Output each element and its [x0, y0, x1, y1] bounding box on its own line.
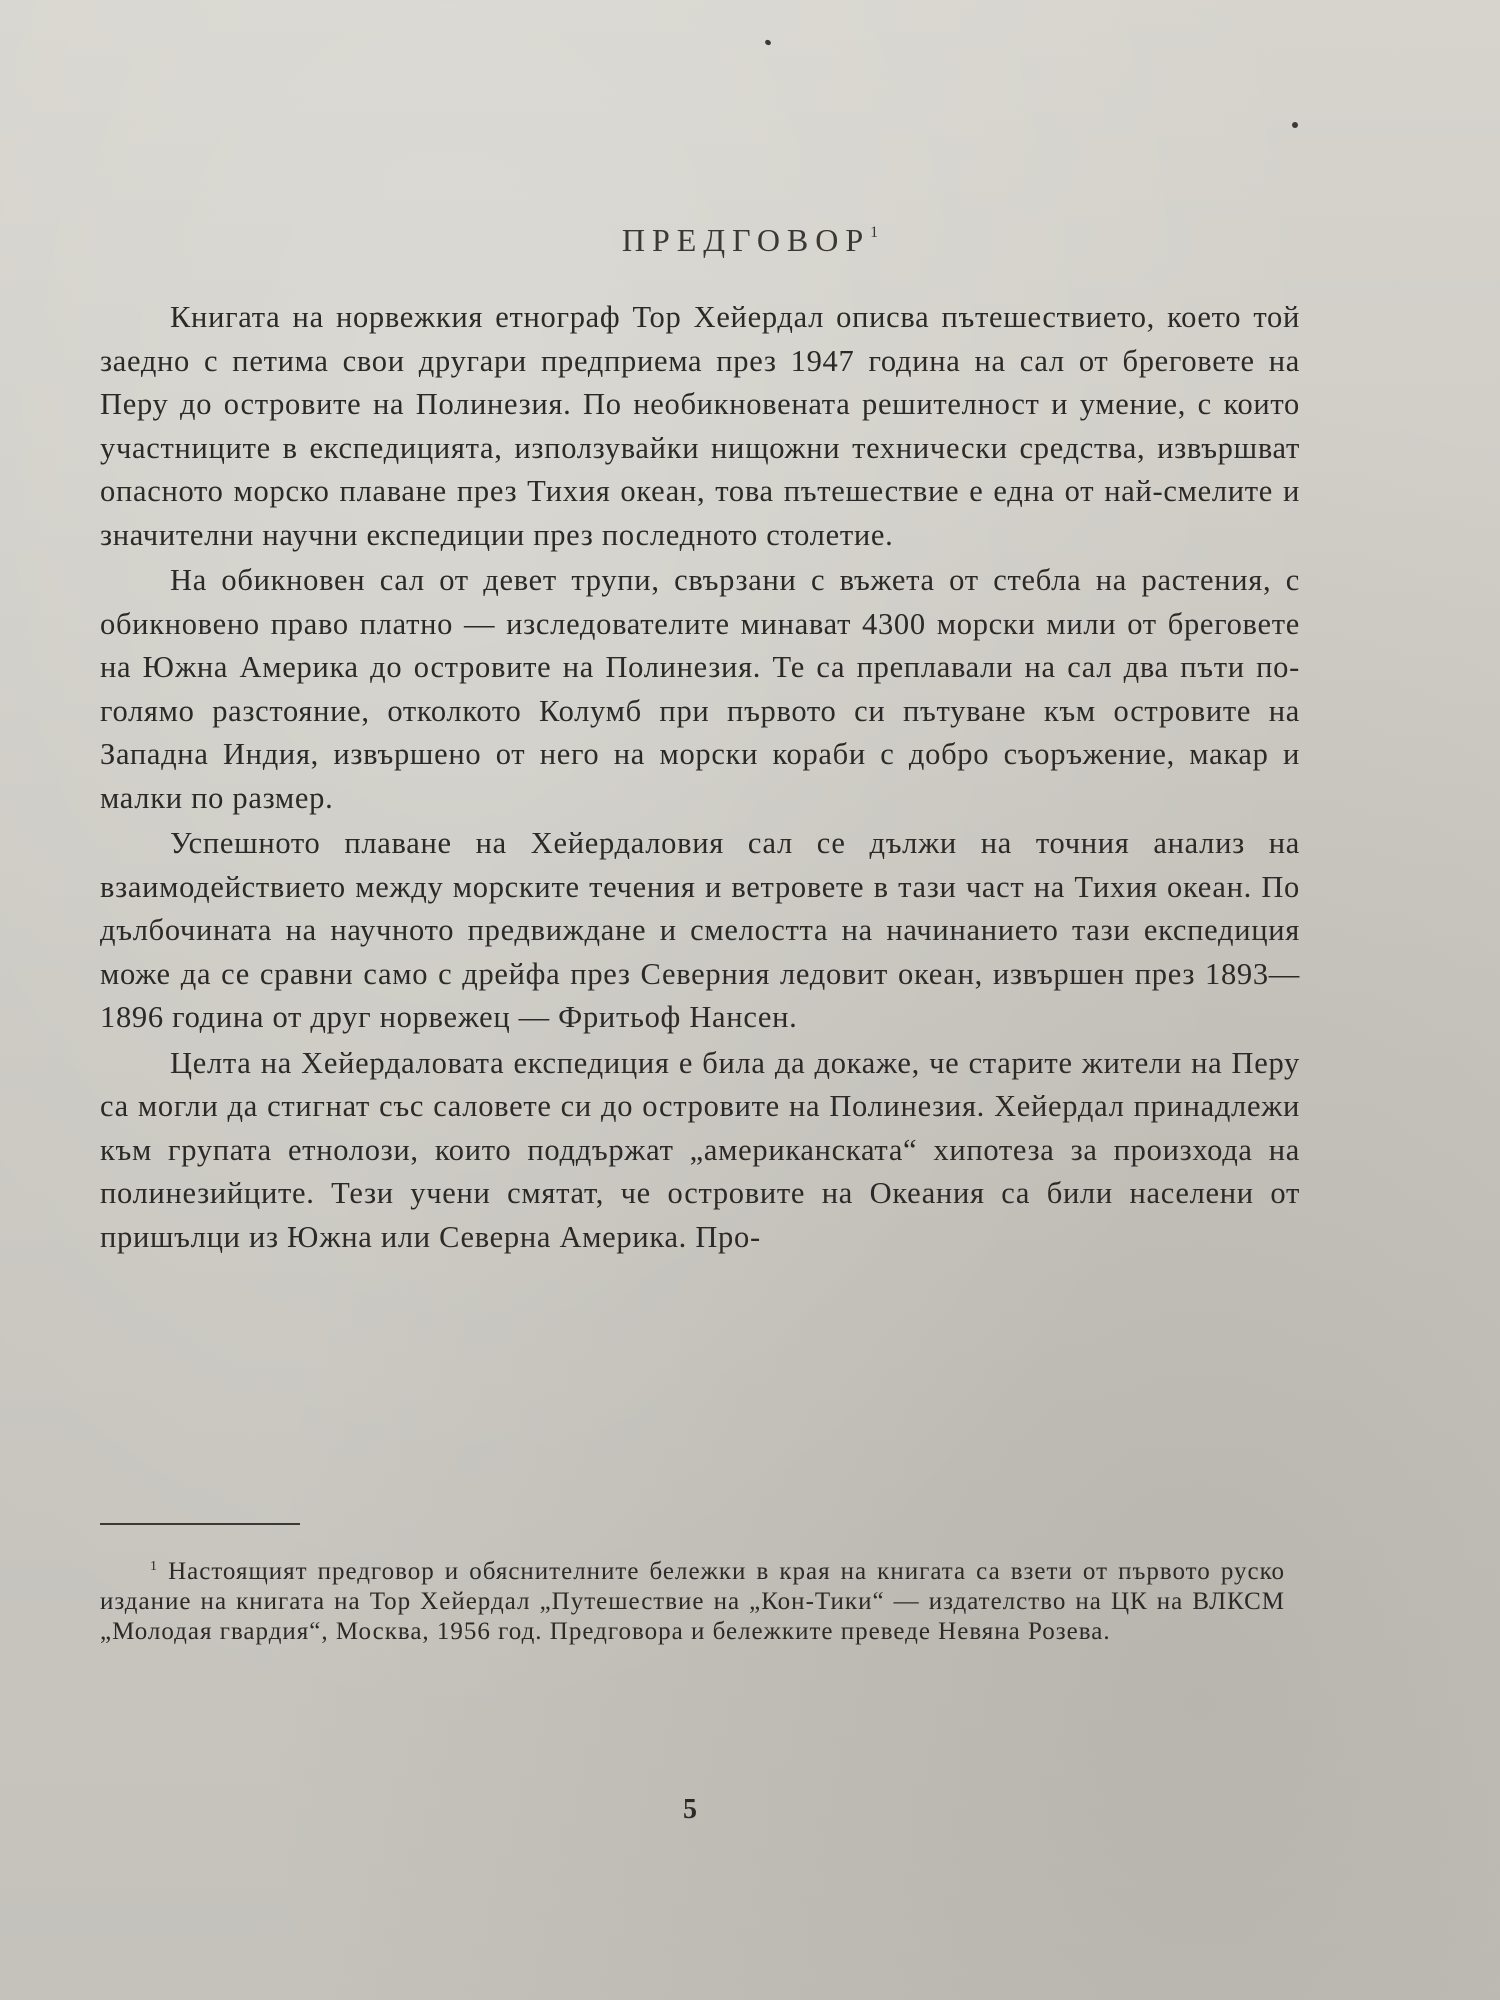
footnote-marker: 1	[150, 1559, 158, 1574]
paragraph: На обикновен сал от девет трупи, свързани с въжета от стебла на растения, с обикновено право платно — изследователите минават 4300 морски мили от бреговете на Южна Америка до островите на Полинезия. Те са преплавали на сал два пъти по-голямо разстояние, отколкото Колумб при първото си пътуване към островите на Западна Индия, извършено от него на морски кораби с добро съоръжение, макар и малки по размер.	[100, 563, 1300, 815]
footnote	[100, 1552, 1285, 1647]
ink-speck	[1292, 122, 1298, 128]
paragraph: Книгата на норвежкия етнограф Тор Хейердал описва пътешествието, което той заедно с петима свои другари предприема през 1947 година на сал от бреговете на Перу до островите на Полинезия. По необикновената решителност и умение, с които участниците в експедицията, използувайки нищожни технически средства, извършват опасното морско плаване през Тихия океан, това пътешествие е една от най-смелите и значителни научни експедиции през последното столетие.	[100, 300, 1300, 552]
heading-footnote-marker: 1	[870, 224, 879, 241]
footnote-text: Настоящият предговор и обяснителните бележки в края на книгата са взети от първото руско издание на книгата на Тор Хейердал „Путешествие на „Кон-Тики“ — издателство на ЦК на ВЛКСМ „Молодая гвардия“, Москва, 1956 год. Предговора и бележките преведе Невяна Розева.	[100, 1558, 1285, 1645]
heading-title: ПРЕДГОВОР	[621, 222, 871, 258]
page-number: 5	[683, 1794, 697, 1825]
ink-speck	[764, 39, 772, 46]
chapter-heading	[0, 222, 1500, 259]
paragraph: Успешното плаване на Хейердаловия сал се дължи на точния анализ на взаимодействието между морските течения и ветровете в тази част на Тихия океан. По дълбочината на научното предвиждане и смелостта на начинанието тази експедиция може да се сравни само с дрейфа през Северния ледовит океан, извършен през 1893—1896 година от друг норвежец — Фритьоф Нансен.	[100, 826, 1300, 1034]
paragraph: Целта на Хейердаловата експедиция е била да докаже, че старите жители на Перу са могли да стигнат със саловете си до островите на Полинезия. Хейердал принадлежи към групата етнолози, които поддържат „американската“ хипотеза за произхода на полинезийците. Тези учени смятат, че островите на Океания са били населени от пришълци из Южна или Северна Америка. Про-	[100, 1045, 1300, 1254]
footnote-divider	[100, 1523, 300, 1525]
body-text	[100, 296, 1300, 1261]
